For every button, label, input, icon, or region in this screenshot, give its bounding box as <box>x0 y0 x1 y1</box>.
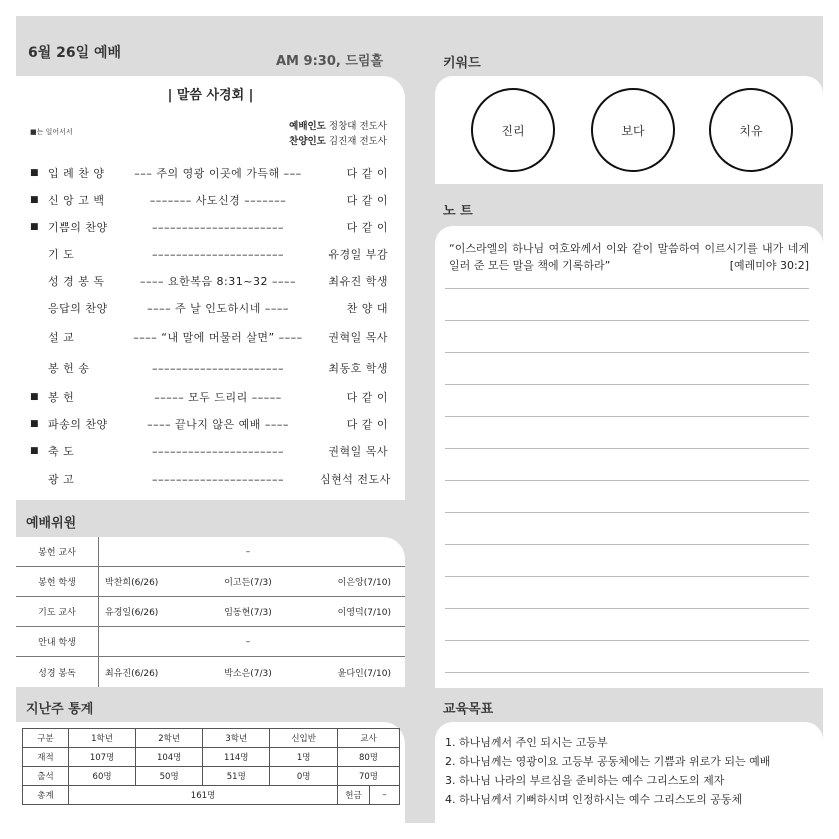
keyword-text: 보다 <box>621 123 645 138</box>
keywords-title: 키워드 <box>443 56 481 71</box>
stats-cell: 51명 <box>203 767 270 786</box>
note-line <box>445 640 809 641</box>
leader-role: 찬양인도 <box>289 136 326 147</box>
order-detail: –––– “내 말에 머물러 살면” –––– <box>133 331 303 344</box>
order-detail: –––––––––––––––––––––– <box>152 361 284 375</box>
stats-header-cell: 1학년 <box>69 729 136 748</box>
order-detail: –––––––––––––––––––––– <box>152 220 284 234</box>
order-name: 기쁨의 찬양 <box>48 221 108 234</box>
order-leader: 권혁일 목사 <box>328 331 388 344</box>
committee-row <box>16 657 405 687</box>
committee-row <box>16 597 405 627</box>
order-name: 성 경 봉 독 <box>48 275 105 288</box>
bulletin-page <box>16 16 823 823</box>
worship-order-card <box>16 76 405 500</box>
committee-member: 이영덕(7/10) <box>337 608 391 618</box>
order-row <box>30 244 388 264</box>
keywords-card <box>435 76 823 184</box>
order-name: 설 교 <box>48 331 75 344</box>
order-detail: –––––––––––––––––––––– <box>152 247 284 261</box>
notes-title: 노 트 <box>443 204 473 219</box>
order-detail: ––––––– 사도신경 ––––––– <box>149 194 287 207</box>
order-row <box>30 190 388 210</box>
order-mark: ■ <box>30 195 39 205</box>
order-row <box>30 387 388 407</box>
committee-member: 이은앙(7/10) <box>337 578 391 588</box>
order-row <box>30 414 388 434</box>
stats-cell: 재적 <box>23 748 69 767</box>
order-leader: 최유진 학생 <box>328 275 388 288</box>
order-name: 입 례 찬 양 <box>48 167 105 180</box>
committee-member: – <box>245 546 251 557</box>
stats-header-cell: 신입반 <box>270 729 338 748</box>
order-row <box>30 163 388 183</box>
stats-offering-label: 헌금 <box>338 786 370 805</box>
order-name: 봉 헌 <box>48 391 75 404</box>
order-leader: 다 같 이 <box>346 167 388 180</box>
stats-header-row <box>23 729 400 748</box>
stats-cell: 104명 <box>136 748 203 767</box>
verse-text: “이스라엘의 하나님 여호와께서 이와 같이 말씀하여 이르시기를 내가 네게 일러 준 모든 말을 책에 기록하라” <box>449 242 809 272</box>
note-line <box>445 608 809 609</box>
stats-cell: 50명 <box>136 767 203 786</box>
stats-title: 지난주 통계 <box>26 702 94 717</box>
keyword-circle <box>591 88 675 172</box>
goals-card <box>435 722 823 823</box>
goal-item: 1. 하나님께서 주인 되시는 고등부 <box>445 736 608 749</box>
committee-role: 기도 교사 <box>16 597 99 626</box>
order-leader: 권혁일 목사 <box>328 445 388 458</box>
order-leader: 다 같 이 <box>346 221 388 234</box>
stats-cell: 0명 <box>270 767 338 786</box>
committee-member: 박찬희(6/26) <box>105 578 159 588</box>
order-row <box>30 271 388 291</box>
stats-cell: 출석 <box>23 767 69 786</box>
order-detail: –––––––––––––––––––––– <box>152 472 284 486</box>
stats-cell: 70명 <box>338 767 400 786</box>
order-mark: ■ <box>30 222 39 232</box>
goals-title: 교육목표 <box>443 702 494 717</box>
order-mark: ■ <box>30 419 39 429</box>
order-detail: –––– 요한복음 8:31~32 –––– <box>140 275 296 288</box>
committee-role: 봉헌 교사 <box>16 537 99 566</box>
order-name: 파송의 찬양 <box>48 418 108 431</box>
keyword-circle <box>471 88 555 172</box>
note-line <box>445 544 809 545</box>
stats-header-cell: 교사 <box>338 729 400 748</box>
note-line <box>445 672 809 673</box>
stats-card <box>16 722 405 823</box>
order-name: 응답의 찬양 <box>48 302 108 315</box>
leader-worship <box>289 118 387 132</box>
worship-date: 6월 26일 예배 <box>28 45 122 61</box>
leader-name: 김진재 전도사 <box>328 136 387 147</box>
committee-row <box>16 537 405 567</box>
order-name: 광 고 <box>48 473 75 486</box>
committee-member: 최유진(6/26) <box>105 668 159 679</box>
worship-time-place: AM 9:30, 드림홀 <box>276 54 383 69</box>
order-row <box>30 298 388 318</box>
committee-member: 윤다인(7/10) <box>337 668 391 679</box>
committee-row <box>16 627 405 657</box>
stats-cell: 60명 <box>69 767 136 786</box>
stats-header-cell: 2학년 <box>136 729 203 748</box>
committee-role: 봉헌 학생 <box>16 567 99 596</box>
order-row <box>30 469 391 489</box>
order-name: 신 앙 고 백 <box>48 194 105 207</box>
order-row <box>30 217 388 237</box>
order-detail: –––––––––––––––––––––– <box>152 444 284 458</box>
stats-total-label: 총계 <box>23 786 69 805</box>
leader-praise <box>289 133 387 147</box>
committee-member: 이고든(7/3) <box>224 578 272 588</box>
order-leader: 찬 양 대 <box>346 302 388 315</box>
order-leader: 다 같 이 <box>346 194 388 207</box>
stand-note: ■는 일어서서 <box>30 128 73 136</box>
committee-member: 임동현(7/3) <box>224 608 272 618</box>
order-name: 봉 헌 송 <box>48 362 90 375</box>
bible-verse <box>449 240 809 274</box>
stats-header-cell: 구분 <box>23 729 69 748</box>
leader-name: 정창대 전도사 <box>328 121 387 132</box>
stats-total-row <box>23 786 400 805</box>
note-line <box>445 448 809 449</box>
order-mark: ■ <box>30 168 39 178</box>
note-line <box>445 512 809 513</box>
order-mark: ■ <box>30 392 39 402</box>
stats-row <box>23 767 400 786</box>
stats-cell: 1명 <box>270 748 338 767</box>
stats-total-value: 161명 <box>69 786 338 805</box>
committee-member: – <box>245 636 251 647</box>
goal-item: 2. 하나님께는 영광이요 고등부 공동체에는 기쁨과 위로가 되는 예배 <box>445 755 771 768</box>
leader-role: 예배인도 <box>289 121 326 132</box>
committee-role: 성경 봉독 <box>16 657 99 687</box>
order-detail: ––––– 모두 드리리 ––––– <box>154 391 282 404</box>
order-leader: 다 같 이 <box>346 418 388 431</box>
order-leader: 최동호 학생 <box>328 362 388 375</box>
committee-table <box>16 537 405 687</box>
sermon-series-heading: | 말씀 사경회 | <box>167 88 254 103</box>
committee-member: 박소은(7/3) <box>224 668 272 679</box>
keyword-text: 진리 <box>501 123 525 138</box>
order-name: 기 도 <box>48 248 75 261</box>
stats-cell: 114명 <box>203 748 270 767</box>
order-row <box>30 327 388 347</box>
committee-title: 예배위원 <box>26 516 77 531</box>
order-mark: ■ <box>30 446 39 456</box>
order-detail: –––– 끝나지 않은 예배 –––– <box>147 418 289 431</box>
note-line <box>445 288 809 289</box>
note-line <box>445 384 809 385</box>
stats-cell: 80명 <box>338 748 400 767</box>
goal-item: 4. 하나님께서 기뻐하시며 인정하시는 예수 그리스도의 공동체 <box>445 793 743 806</box>
order-row <box>30 441 388 461</box>
stats-cell: 107명 <box>69 748 136 767</box>
stats-row <box>23 748 400 767</box>
order-leader: 심현석 전도사 <box>320 473 391 486</box>
order-detail: ––– 주의 영광 이곳에 가득해 ––– <box>134 167 302 180</box>
order-leader: 유경일 부감 <box>328 248 388 261</box>
note-line <box>445 352 809 353</box>
committee-member: 유경일(6/26) <box>105 608 159 618</box>
note-line <box>445 576 809 577</box>
goal-item: 3. 하나님 나라의 부르심을 준비하는 예수 그리스도의 제자 <box>445 774 725 787</box>
stats-header-cell: 3학년 <box>203 729 270 748</box>
order-row <box>30 358 388 378</box>
keyword-text: 치유 <box>739 123 763 138</box>
keyword-circle <box>709 88 793 172</box>
stats-offering-value: – <box>370 786 400 805</box>
note-line <box>445 320 809 321</box>
note-line <box>445 416 809 417</box>
committee-row <box>16 567 405 597</box>
order-leader: 다 같 이 <box>346 391 388 404</box>
order-name: 축 도 <box>48 445 75 458</box>
committee-role: 안내 학생 <box>16 627 99 656</box>
verse-reference: [예레미야 30:2] <box>729 259 809 272</box>
order-detail: –––– 주 날 인도하시네 –––– <box>147 302 289 315</box>
notes-card <box>435 226 823 688</box>
note-line <box>445 480 809 481</box>
stats-table <box>22 728 400 805</box>
